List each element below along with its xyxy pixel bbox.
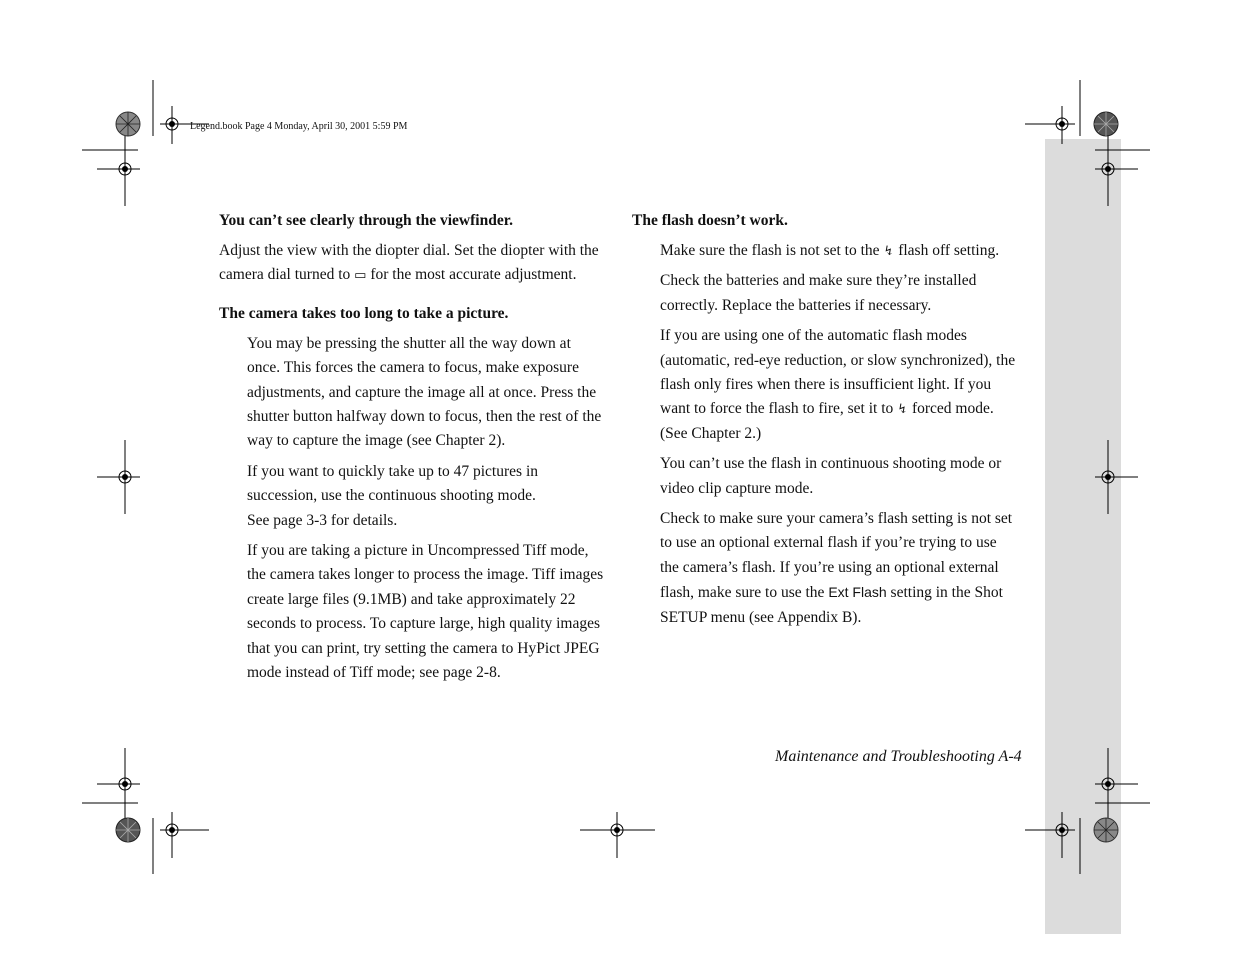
shutter-paragraph: You may be pressing the shutter all the way down at once. This forces the camera to focus, make exposure adjustments, and capture the image all at once. Press the shutter button halfway down to focus, then the rest of the way to capture the image (see Chapter 2). bbox=[247, 334, 602, 450]
flash-heading: The flash doesn’t work. bbox=[632, 212, 788, 229]
continuous-paragraph: If you want to quickly take up to 47 pictures in succession, use the continuous shooting mode. See page 3-3 for details. bbox=[247, 462, 538, 529]
auto-flash-paragraph: If you are using one of the automatic flash modes (automatic, red-eye reduction, or slow synchronized), the flash only fires when there is insufficient light. If you want to force the flash to fire, set it to ↯ forced mode. (See Chapter 2.) bbox=[660, 327, 1016, 442]
slow-capture-heading: The camera takes too long to take a picture. bbox=[219, 304, 509, 322]
batteries-paragraph: Check the batteries and make sure they’re installed correctly. Replace the batteries if necessary. bbox=[660, 272, 977, 314]
left-column bbox=[219, 209, 604, 692]
continuous-flash-paragraph: You can’t use the flash in continuous shooting mode or video clip capture mode. bbox=[660, 455, 1002, 497]
viewfinder-heading: You can’t see clearly through the viewfinder. bbox=[219, 212, 514, 229]
viewfinder-paragraph: Adjust the view with the diopter dial. Set the diopter with the camera dial turned to ▭ for the most accurate adjustment. bbox=[219, 239, 604, 288]
external-flash-paragraph: Check to make sure your camera’s flash setting is not set to use an optional external flash if you’re trying to use the camera’s flash. If you’re using an optional external flash, make sure to use the Ext Flash setting in the Shot SETUP menu (see Appendix B). bbox=[660, 510, 1013, 626]
ext-flash-setting: Ext Flash bbox=[828, 584, 887, 601]
flash-off-icon: ↯ bbox=[883, 243, 895, 258]
flash-forced-icon: ↯ bbox=[897, 401, 909, 417]
book-header: Legend.book Page 4 Monday, April 30, 2001 5:59 PM bbox=[190, 121, 408, 132]
camera-mode-icon: ▭ bbox=[354, 267, 367, 283]
page-footer: Maintenance and Troubleshooting A-4 bbox=[775, 748, 1022, 765]
right-column bbox=[632, 209, 1017, 636]
flash-off-paragraph: Make sure the flash is not set to the ↯ flash off setting. bbox=[660, 239, 1017, 263]
tiff-paragraph: If you are taking a picture in Uncompressed Tiff mode, the camera takes longer to process the image. Tiff images create large files (9.1MB) and take approximately 22 seconds to process. To capture large, high quality images that you can print, try setting the camera to HyPict JPEG mode instead of Tiff mode; see page 2-8. bbox=[247, 542, 604, 682]
